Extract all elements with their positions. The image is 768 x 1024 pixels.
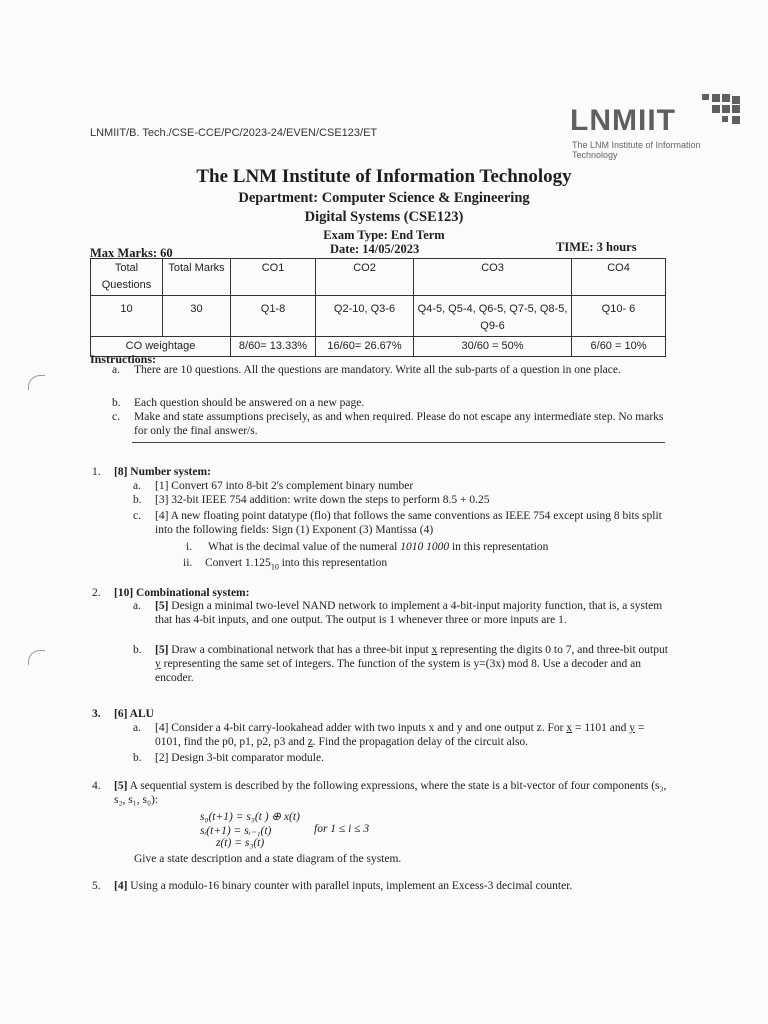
table-cell: 8/60= 13.33%: [231, 337, 316, 357]
equation-condition: for 1 ≤ i ≤ 3: [314, 823, 370, 835]
paper-code: LNMIIT/B. Tech./CSE-CCE/PC/2023-24/EVEN/CSE123/ET: [90, 127, 378, 139]
table-cell: 10: [91, 296, 163, 337]
table-cell: Q2-10, Q3-6: [316, 296, 414, 337]
department-name: Department: Computer Science & Engineering: [238, 190, 530, 206]
exam-type: Exam Type: End Term: [323, 228, 445, 242]
table-header-cell: Total Marks: [163, 259, 231, 296]
equation-si: sᵢ(t+1) = sᵢ₋₁(t): [200, 825, 272, 837]
table-cell: 30/60 = 50%: [414, 337, 572, 357]
table-header-cell: CO2: [316, 259, 414, 296]
table-header-cell: Total Questions: [91, 259, 163, 296]
table-row: [91, 337, 666, 357]
lnmiit-logo-text: LNMIIT: [570, 104, 676, 137]
lnmiit-logo-subtitle: The LNM Institute of Information Technology: [572, 140, 701, 160]
course-title: Digital Systems (CSE123): [304, 209, 464, 225]
punch-hole-mark: [28, 375, 45, 390]
exam-date: Date: 14/05/2023: [330, 242, 420, 256]
table-header-cell: CO1: [231, 259, 316, 296]
table-cell: 30: [163, 296, 231, 337]
co-weightage-label: CO weightage: [91, 337, 231, 357]
table-header-cell: CO3: [414, 259, 572, 296]
equation-z: z(t) = s₃(t): [216, 837, 265, 849]
table-cell: Q10- 6: [572, 296, 666, 337]
table-header-cell: CO4: [572, 259, 666, 296]
max-marks: Max Marks: 60: [90, 246, 173, 260]
table-row: [91, 259, 666, 296]
instructions-heading: Instructions:: [90, 352, 157, 366]
exam-paper-page: LNMIIT/B. Tech./CSE-CCE/PC/2023-24/EVEN/CSE123/ET LNMIIT The LNM Institute of Information Technology The LNM Institute of Information Technology Department: Computer Science & Engineering Digital Systems (CSE123) Exam Type: End Term Max Marks: 60 Date: 14/05/2023 TIME: 3 hours Total Questions Total Marks CO1 CO2 CO3 CO4 10 30 Q1-8 Q2-10, Q3-6 Q4-5, Q5-4, Q6-5, Q7-5, Q8-5, Q9-6 Q10- 6 CO weightage 8/60= 13.33% 16/60= 26.67% 30/60 = 50% 6/60 = 10% Instructions: a. There are 10 questions. All the questions are mandatory. Write all the sub-parts of a question in one place. b. Each question should be answered on a new page. c. Make and state assumptions precisely, as and when required. Please do not escape any intermediate step. No marks for only the final answer/s. 1. [8] Number system: a. [1] Convert 67 into 8-bit 2's complement binary number b. [3] 32-bit IEEE 754 addition: write down the steps to perform 8.5 + 0.25 c. [4] A new floating point datatype (flo) that follows the same conventions as IEEE 754 except using 8 bits split into the following fields: Sign (1) Exponent (3) Mantissa (4) i. What is the decimal value of the numeral 1010 1000 in this representation ii. Convert $1.125_{10}$ into this representation 2. [10] Combinational system: a. [5] Design a minimal two-level NAND network to implement a 4-bit-input majority function, that is, a system that has 4-bit inputs, and one output. The output is 1 whenever three or more inputs are 1. b. [5] Draw a combinational network that has a three-bit input x representing the digits 0 to 7, and three-bit output y representing the same set of integers. The function of the system is y=(3x) mod 8. Use a decoder and an encoder. 3. [6] ALU a. [4] Consider a 4-bit carry-lookahead adder with two inputs x and y and one output z. For x = 1101 and y = 0101, find the p0, p1, p2, p3 and z. Find the propagation delay of the circuit also. b. [2] Design 3-bit comparator module. 4. [5] A sequential system is described by the following expressions, where the state is a bit-vector of four components (s₃, s₂, s₁, s₀): s₀(t+1) = s₃(t ) ⊕ x(t) sᵢ(t+1) = sᵢ₋₁(t) for 1 ≤ i ≤ 3 z(t) = s₃(t) Give a state description and a state diagram of the system. 5. [4] Using a modulo-16 binary counter with parallel inputs, implement an Excess-3 decimal counter.: [0, 0, 768, 1024]
lnmiit-logo-mark-icon: [702, 94, 740, 128]
table-cell: Q1-8: [231, 296, 316, 337]
co-table: [90, 258, 666, 357]
institute-name: The LNM Institute of Information Technology: [196, 166, 572, 187]
table-cell: 6/60 = 10%: [572, 337, 666, 357]
table-cell: Q4-5, Q5-4, Q6-5, Q7-5, Q8-5, Q9-6: [414, 296, 572, 337]
question-4-closing: Give a state description and a state diagram of the system.: [134, 853, 402, 865]
table-row: [91, 296, 666, 337]
exam-time: TIME: 3 hours: [556, 240, 637, 254]
divider: [132, 442, 665, 443]
punch-hole-mark: [28, 650, 45, 665]
table-cell: 16/60= 26.67%: [316, 337, 414, 357]
equation-s0: s₀(t+1) = s₃(t ) ⊕ x(t): [200, 811, 300, 823]
